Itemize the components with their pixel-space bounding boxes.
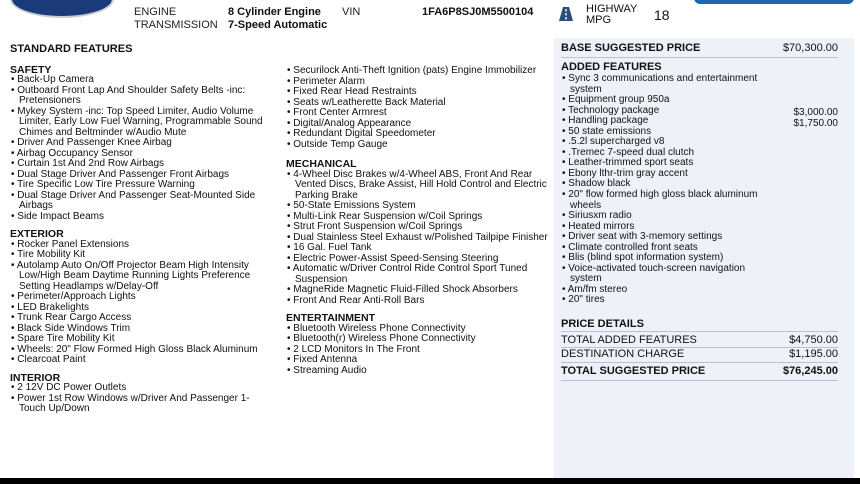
added-features-list bbox=[561, 74, 771, 306]
feature-item: • Driver And Passenger Knee Airbag bbox=[10, 138, 275, 149]
transmission-value-row bbox=[228, 19, 327, 31]
section-title: EXTERIOR bbox=[10, 228, 64, 240]
feature-item: • Dual Stage Driver And Passenger Seat-Mounted Side Airbags bbox=[10, 191, 275, 212]
total-added-value: $4,750.00 bbox=[789, 334, 838, 346]
feature-item: • Heated mirrors bbox=[561, 222, 771, 233]
vin-label: VIN bbox=[342, 6, 361, 18]
feature-item: • Wheels: 20" Flow Formed High Gloss Black Aluminum bbox=[10, 345, 275, 356]
section-title: MECHANICAL bbox=[286, 158, 357, 170]
transmission-row bbox=[134, 19, 218, 31]
feature-item: • Spare Tire Mobility Kit bbox=[10, 334, 275, 345]
feature-item: • MagneRide Magnetic Fluid-Filled Shock Absorbers bbox=[286, 285, 548, 296]
base-price-row bbox=[561, 42, 838, 54]
bottom-bar bbox=[0, 478, 860, 484]
engine-label: ENGINE bbox=[134, 6, 177, 18]
vin-label-row bbox=[342, 6, 360, 18]
feature-item: • Voice-activated touch-screen navigation system bbox=[561, 264, 771, 285]
feature-item: • Perimeter Alarm bbox=[286, 77, 548, 88]
feature-item: • Securilock Anti-Theft Ignition (pats) Engine Immobilizer bbox=[286, 66, 548, 77]
feature-item: • 16 Gal. Fuel Tank bbox=[286, 243, 548, 254]
feature-item: • Technology package bbox=[561, 106, 771, 117]
feature-item: • Tire Specific Low Tire Pressure Warning bbox=[10, 180, 275, 191]
feature-list bbox=[10, 240, 275, 366]
feature-item: • Perimeter/Approach Lights bbox=[10, 292, 275, 303]
feature-list bbox=[286, 324, 548, 377]
feature-item: • Bluetooth(r) Wireless Phone Connectivity bbox=[286, 334, 548, 345]
feature-item: • Trunk Rear Cargo Access bbox=[10, 313, 275, 324]
feature-item: • Am/fm stereo bbox=[561, 285, 771, 296]
feature-item: • Front Center Armrest bbox=[286, 108, 548, 119]
feature-item: • Shadow black bbox=[561, 179, 771, 190]
feature-list bbox=[286, 170, 548, 307]
feature-item: • 50 state emissions bbox=[561, 127, 771, 138]
added-features-title: ADDED FEATURES bbox=[561, 61, 662, 73]
total-added-label: TOTAL ADDED FEATURES bbox=[561, 334, 697, 346]
feature-item: • Ebony lthr-trim gray accent bbox=[561, 169, 771, 180]
feature-item: • 2 LCD Monitors In The Front bbox=[286, 345, 548, 356]
engine-value: 8 Cylinder Engine bbox=[228, 6, 321, 18]
feature-item: • Seats w/Leatherette Back Material bbox=[286, 98, 548, 109]
feature-item: • 20" tires bbox=[561, 295, 771, 306]
divider bbox=[561, 331, 838, 332]
feature-item: • Sync 3 communications and entertainment system bbox=[561, 74, 771, 95]
feature-item: • Dual Stainless Steel Exhaust w/Polished Tailpipe Finisher bbox=[286, 233, 548, 244]
ford-logo bbox=[10, 0, 114, 18]
feature-item: • Back-Up Camera bbox=[10, 75, 275, 86]
vin-value: 1FA6P8SJ0M5500104 bbox=[422, 6, 534, 18]
feature-item: • Curtain 1st And 2nd Row Airbags bbox=[10, 159, 275, 170]
highway-label: HIGHWAY bbox=[586, 3, 638, 15]
price-panel bbox=[554, 38, 854, 478]
base-price-label: BASE SUGGESTED PRICE bbox=[561, 42, 701, 54]
added-prices bbox=[794, 108, 839, 129]
feature-item: • Clearcoat Paint bbox=[10, 355, 275, 366]
destination-row bbox=[561, 348, 838, 360]
total-added-row bbox=[561, 334, 838, 346]
standard-features-column-1 bbox=[10, 44, 275, 422]
highway-mpg-label bbox=[586, 4, 637, 26]
highway-icon bbox=[558, 6, 574, 22]
feature-item: • LED Brakelights bbox=[10, 303, 275, 314]
engine-value-row bbox=[228, 6, 321, 18]
transmission-value: 7-Speed Automatic bbox=[228, 19, 328, 31]
total-price-label: TOTAL SUGGESTED PRICE bbox=[561, 365, 706, 377]
destination-value: $1,195.00 bbox=[789, 348, 838, 360]
handling-price: $1,750.00 bbox=[793, 117, 838, 129]
feature-item: • Automatic w/Driver Control Ride Control Sport Tuned Suspension bbox=[286, 264, 548, 285]
section-title: ENTERTAINMENT bbox=[286, 312, 376, 324]
section-title: SAFETY bbox=[10, 63, 52, 76]
feature-item: • Mykey System -inc: Top Speed Limiter, Audio Volume Limiter, Early Low Fuel Warning, Programmable Sound Chimes and Beltminder w/Audio Mute bbox=[10, 107, 275, 139]
feature-item: • Front And Rear Anti-Roll Bars bbox=[286, 296, 548, 307]
feature-item: • Digital/Analog Appearance bbox=[286, 119, 548, 130]
divider bbox=[561, 362, 838, 363]
mpg-label: MPG bbox=[586, 14, 612, 26]
feature-item: • Siriusxm radio bbox=[561, 211, 771, 222]
header-accent-bar bbox=[694, 0, 854, 4]
feature-item: • Dual Stage Driver And Passenger Front Airbags bbox=[10, 170, 275, 181]
feature-item: • Outboard Front Lap And Shoulder Safety Belts -inc: Pretensioners bbox=[10, 86, 275, 107]
added-items bbox=[561, 74, 771, 306]
section-list bbox=[10, 65, 275, 415]
feature-item: • Strut Front Suspension w/Coil Springs bbox=[286, 222, 548, 233]
section-list-2 bbox=[286, 159, 548, 376]
price-details-title: PRICE DETAILS bbox=[561, 318, 644, 330]
feature-item: • Black Side Windows Trim bbox=[10, 324, 275, 335]
feature-item: • .5.2l supercharged v8 bbox=[561, 137, 771, 148]
destination-label: DESTINATION CHARGE bbox=[561, 348, 685, 360]
feature-item: • 4-Wheel Disc Brakes w/4-Wheel ABS, Front And Rear Vented Discs, Brake Assist, Hill Hold Control and Electric Parking Brake bbox=[286, 170, 548, 202]
highway-mpg-value: 18 bbox=[654, 7, 670, 23]
total-price-row bbox=[561, 365, 838, 377]
transmission-label: TRANSMISSION bbox=[134, 19, 218, 31]
safety-continued-list bbox=[286, 66, 548, 150]
feature-item: • Autolamp Auto On/Off Projector Beam High Intensity Low/High Beam Daytime Running Lights Preference Setting Headlamps w/Delay-Off bbox=[10, 261, 275, 293]
feature-item: • Redundant Digital Speedometer bbox=[286, 129, 548, 140]
feature-item: • Side Impact Beams bbox=[10, 212, 275, 223]
feature-list bbox=[10, 75, 275, 222]
engine-row bbox=[134, 6, 176, 18]
total-price-value: $76,245.00 bbox=[782, 365, 838, 377]
base-price-value: $70,300.00 bbox=[782, 42, 838, 54]
feature-item: • Bluetooth Wireless Phone Connectivity bbox=[286, 324, 548, 335]
divider bbox=[561, 57, 838, 58]
feature-item: • Fixed Antenna bbox=[286, 355, 548, 366]
feature-item: • Electric Power-Assist Speed-Sensing Steering bbox=[286, 254, 548, 265]
standard-features-column-2 bbox=[286, 66, 548, 383]
feature-item: • Tire Mobility Kit bbox=[10, 250, 275, 261]
section-title: INTERIOR bbox=[10, 371, 61, 384]
feature-item: • Airbag Occupancy Sensor bbox=[10, 149, 275, 160]
feature-item: • Rocker Panel Extensions bbox=[10, 240, 275, 251]
feature-item: • 50-State Emissions System bbox=[286, 201, 548, 212]
feature-item: • 20" flow formed high gloss black aluminum wheels bbox=[561, 190, 771, 211]
feature-item: • Streaming Audio bbox=[286, 366, 548, 377]
divider bbox=[561, 380, 838, 381]
feature-item: • Equipment group 950a bbox=[561, 95, 771, 106]
feature-item: • .Tremec 7-speed dual clutch bbox=[561, 148, 771, 159]
feature-item: • Outside Temp Gauge bbox=[286, 140, 548, 151]
feature-item: • Handling package bbox=[561, 116, 771, 127]
feature-list bbox=[10, 383, 275, 415]
feature-item: • 2 12V DC Power Outlets bbox=[10, 383, 275, 394]
feature-item: • Climate controlled front seats bbox=[561, 243, 771, 254]
feature-item: • Blis (blind spot information system) bbox=[561, 253, 771, 264]
sticker-header bbox=[0, 0, 860, 34]
feature-item: • Leather-trimmed sport seats bbox=[561, 158, 771, 169]
technology-price: $3,000.00 bbox=[793, 107, 838, 118]
vin-value-row bbox=[422, 6, 533, 18]
feature-item: • Fixed Rear Head Restraints bbox=[286, 87, 548, 98]
feature-item: • Driver seat with 3-memory settings bbox=[561, 232, 771, 243]
feature-item: • Power 1st Row Windows w/Driver And Passenger 1-Touch Up/Down bbox=[10, 394, 275, 415]
standard-features-title: STANDARD FEATURES bbox=[10, 43, 133, 55]
feature-item: • Multi-Link Rear Suspension w/Coil Springs bbox=[286, 212, 548, 223]
